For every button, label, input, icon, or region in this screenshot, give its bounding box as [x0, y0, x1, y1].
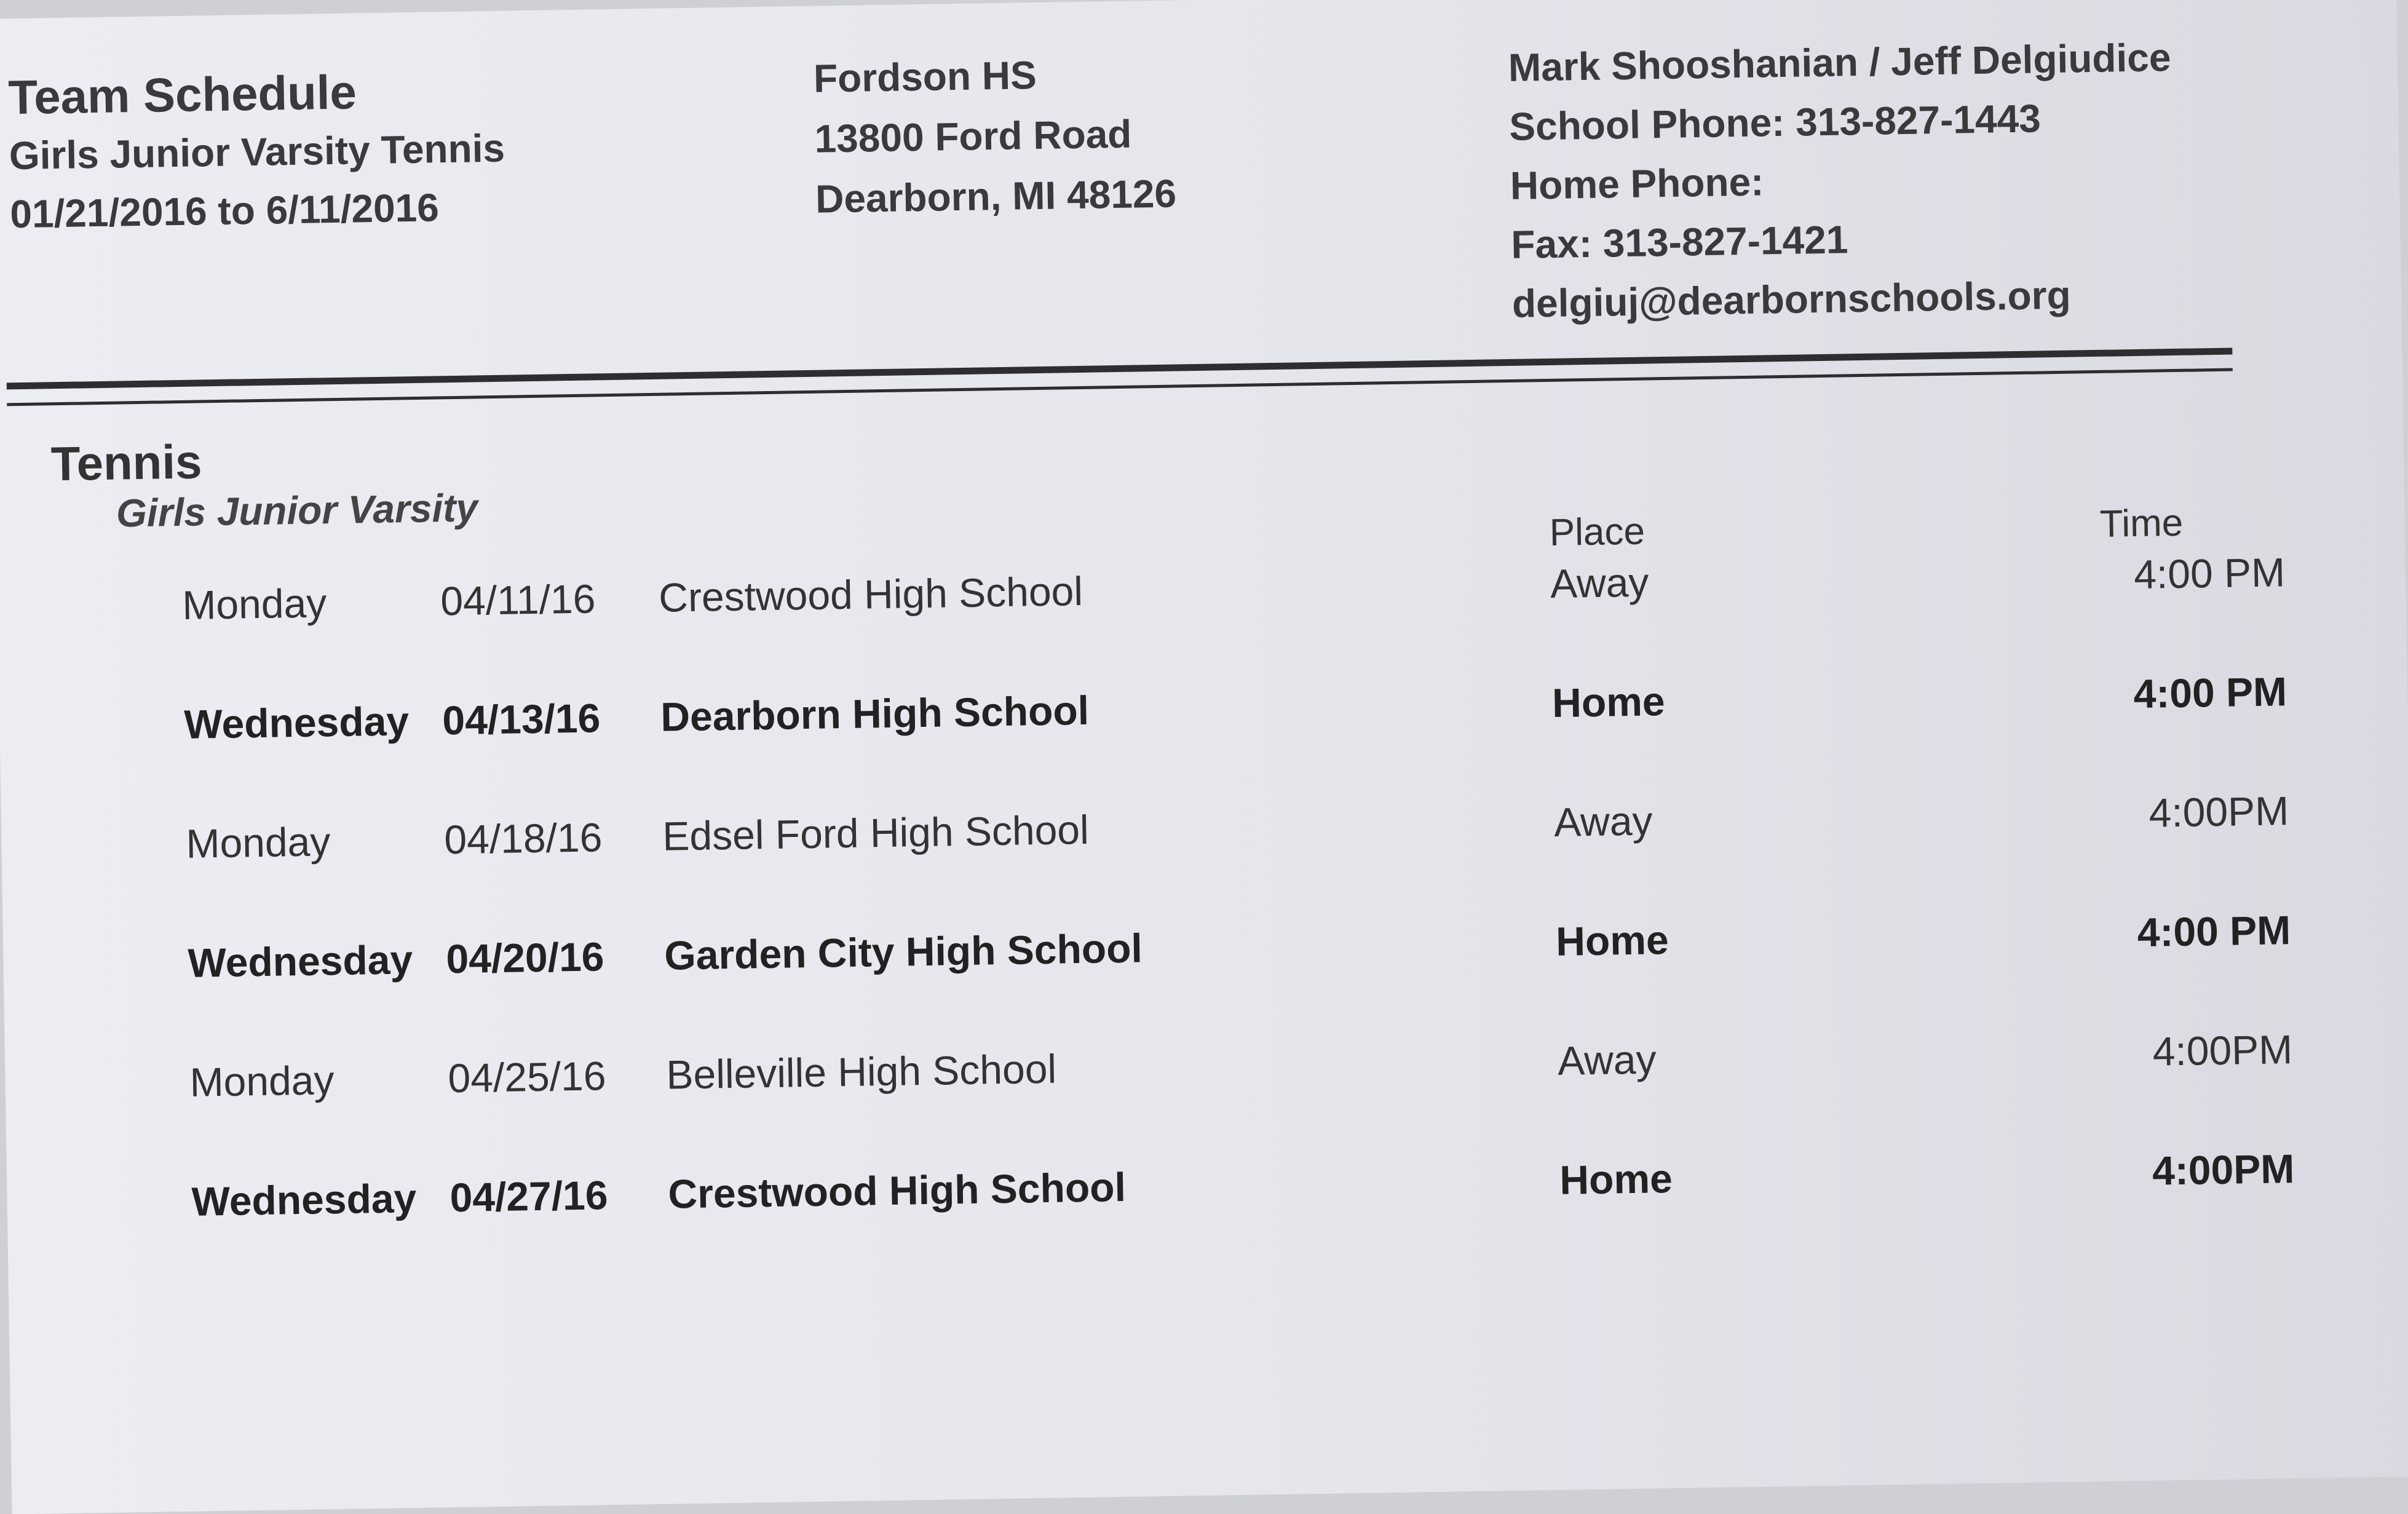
school-city: Dearborn, MI 48126: [815, 171, 1177, 221]
game-date: 04/25/16: [447, 1053, 607, 1101]
home-phone: Home Phone:: [1510, 159, 1764, 208]
school-street: 13800 Ford Road: [814, 111, 1132, 161]
game-day: Wednesday: [183, 698, 410, 747]
team-name: Girls Junior Varsity Tennis: [9, 125, 505, 178]
game-opponent: Garden City High School: [663, 925, 1143, 978]
game-date: 04/20/16: [445, 933, 604, 982]
fax-number: Fax: 313-827-1421: [1510, 217, 1848, 267]
game-day: Wednesday: [187, 937, 413, 986]
game-day: Monday: [181, 580, 327, 628]
game-time: 4:00 PM: [2137, 907, 2291, 956]
game-day: Monday: [189, 1057, 335, 1105]
game-date: 04/18/16: [443, 814, 603, 863]
game-place: Home: [1559, 1155, 1673, 1203]
game-time: 4:00 PM: [2133, 668, 2287, 717]
contact-email: delgiuj@dearbornschools.org: [1511, 272, 2072, 326]
team-subtitle: Girls Junior Varsity: [116, 485, 478, 536]
school-phone: School Phone: 313-827-1443: [1508, 96, 2042, 149]
sport-title: Tennis: [50, 434, 203, 491]
game-time: 4:00PM: [2149, 788, 2289, 836]
game-place: Away: [1557, 1036, 1657, 1084]
game-place: Away: [1553, 798, 1653, 845]
game-opponent: Crestwood High School: [667, 1163, 1127, 1217]
game-day: Wednesday: [191, 1175, 417, 1224]
game-opponent: Belleville High School: [665, 1045, 1057, 1098]
game-time: 4:00 PM: [2133, 549, 2286, 598]
game-place: Home: [1551, 678, 1666, 726]
time-column-header: Time: [2099, 501, 2184, 545]
game-place: Away: [1550, 559, 1649, 606]
school-name: Fordson HS: [813, 53, 1037, 101]
season-range: 01/21/2016 to 6/11/2016: [9, 185, 440, 237]
contact-name: Mark Shooshanian / Jeff Delgiudice: [1508, 35, 2171, 90]
game-date: 04/27/16: [450, 1172, 609, 1221]
game-time: 4:00PM: [2152, 1026, 2293, 1074]
game-opponent: Edsel Ford High School: [662, 806, 1090, 859]
place-column-header: Place: [1549, 510, 1646, 555]
game-time: 4:00PM: [2152, 1146, 2295, 1194]
game-opponent: Crestwood High School: [658, 568, 1083, 620]
doc-title: Team Schedule: [7, 65, 357, 125]
game-date: 04/13/16: [442, 695, 601, 743]
game-day: Monday: [185, 818, 331, 866]
game-date: 04/11/16: [440, 576, 596, 624]
schedule-row: [188, 924, 2292, 1076]
game-opponent: Dearborn High School: [660, 687, 1090, 740]
game-place: Home: [1555, 917, 1669, 964]
